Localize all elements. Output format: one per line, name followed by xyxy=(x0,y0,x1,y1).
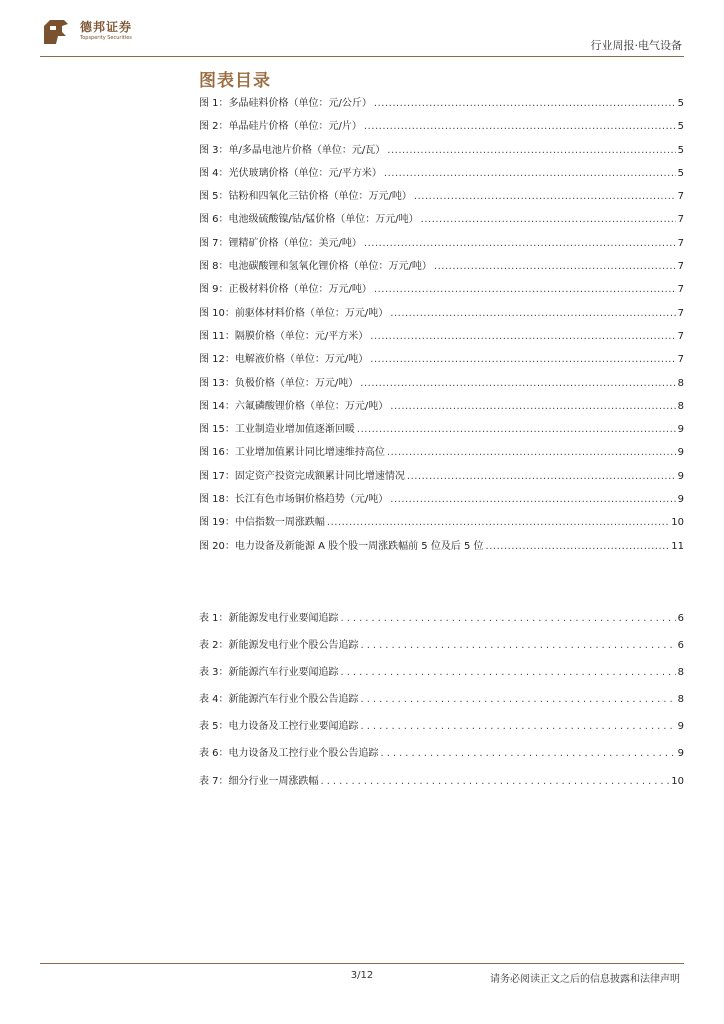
dot-leader xyxy=(384,168,676,179)
figure-label: 图 7：锂精矿价格（单位：美元/吨） xyxy=(199,237,362,249)
table-page: 9 xyxy=(677,748,684,760)
figure-entry-19[interactable] xyxy=(199,513,684,536)
figure-label: 图 17：固定资产投资完成额累计同比增速情况 xyxy=(199,470,405,482)
table-page: 6 xyxy=(677,640,684,652)
figure-label: 图 11：隔膜价格（单位：元/平方米） xyxy=(199,330,369,342)
figure-page: 5 xyxy=(677,144,684,156)
figure-entry-6[interactable] xyxy=(199,210,684,233)
dot-leader xyxy=(341,667,676,678)
figure-label: 图 1：多晶硅料价格（单位：元/公斤） xyxy=(199,98,372,109)
figure-page: 7 xyxy=(677,307,684,319)
figure-label: 图 3：单/多晶电池片价格（单位：元/瓦） xyxy=(199,144,386,156)
figure-page: 7 xyxy=(677,354,684,366)
figure-page: 7 xyxy=(677,330,684,342)
figure-entry-17[interactable] xyxy=(199,467,684,490)
figure-label: 图 20：电力设备及新能源 A 股个股一周涨跌幅前 5 位及后 5 位 xyxy=(199,540,484,552)
dot-leader xyxy=(357,424,676,435)
figure-label: 图 18：长江有色市场铜价格趋势（元/吨） xyxy=(199,494,389,506)
dot-leader xyxy=(387,145,675,156)
table-entry-4[interactable] xyxy=(199,690,684,717)
figure-label: 图 14：六氟磷酸锂价格（单位：万元/吨） xyxy=(199,400,389,412)
figure-page: 7 xyxy=(677,261,684,273)
logo-text-en: Topsperity Securities xyxy=(80,35,132,41)
dot-leader xyxy=(370,331,675,342)
figure-entry-12[interactable] xyxy=(199,350,684,373)
dot-leader xyxy=(361,640,676,651)
dot-leader xyxy=(421,214,676,225)
table-entry-7[interactable] xyxy=(199,772,684,799)
dot-leader xyxy=(374,98,676,109)
dot-leader xyxy=(390,494,675,505)
dot-leader xyxy=(364,121,676,132)
dot-leader xyxy=(370,354,675,365)
table-label: 表 4：新能源汽车行业个股公告追踪 xyxy=(199,694,359,706)
figure-label: 图 6：电池级硫酸镍/钴/锰价格（单位：万元/吨） xyxy=(199,214,419,226)
table-list xyxy=(199,609,684,799)
figure-label: 图 2：单晶硅片价格（单位：元/片） xyxy=(199,121,362,133)
figure-entry-4[interactable] xyxy=(199,164,684,187)
dot-leader xyxy=(327,517,669,528)
table-entry-5[interactable] xyxy=(199,717,684,744)
dot-leader xyxy=(341,613,676,624)
figure-entry-15[interactable] xyxy=(199,420,684,443)
dot-leader xyxy=(381,748,676,759)
figure-entry-8[interactable] xyxy=(199,257,684,280)
table-page: 10 xyxy=(671,775,684,787)
figure-label: 图 15：工业制造业增加值逐渐回暖 xyxy=(199,424,355,436)
table-label: 表 5：电力设备及工控行业要闻追踪 xyxy=(199,721,359,733)
figure-label: 图 8：电池碳酸锂和氢氧化锂价格（单位：万元/吨） xyxy=(199,261,432,273)
table-entry-6[interactable] xyxy=(199,744,684,771)
figure-page: 9 xyxy=(677,447,684,459)
logo-text-cn: 德邦证券 xyxy=(80,20,133,34)
figure-page: 11 xyxy=(671,540,684,552)
dot-leader xyxy=(361,721,676,732)
figure-page: 5 xyxy=(677,121,684,133)
report-type: 行业周报·电气设备 xyxy=(590,39,682,52)
dot-leader xyxy=(374,284,676,295)
figure-entry-7[interactable] xyxy=(199,234,684,257)
table-label: 表 2：新能源发电行业个股公告追踪 xyxy=(199,640,359,652)
figure-list xyxy=(199,94,684,560)
dot-leader xyxy=(390,401,675,412)
table-label: 表 6：电力设备及工控行业个股公告追踪 xyxy=(199,748,379,760)
figure-entry-16[interactable] xyxy=(199,443,684,466)
table-page: 9 xyxy=(677,721,684,733)
figure-entry-10[interactable] xyxy=(199,304,684,327)
figure-page: 7 xyxy=(677,284,684,296)
figure-page: 9 xyxy=(677,494,684,506)
figure-entry-11[interactable] xyxy=(199,327,684,350)
figure-page: 7 xyxy=(677,214,684,226)
figure-entry-9[interactable] xyxy=(199,280,684,303)
dot-leader xyxy=(434,261,676,272)
dot-leader xyxy=(361,694,676,705)
figure-page: 8 xyxy=(677,400,684,412)
figure-label: 图 9：正极材料价格（单位：万元/吨） xyxy=(199,284,372,296)
footer-divider xyxy=(40,963,684,964)
figure-page: 5 xyxy=(677,167,684,179)
brand-logo xyxy=(40,16,150,52)
dot-leader xyxy=(360,378,675,389)
table-entry-2[interactable] xyxy=(199,636,684,663)
figure-label: 图 10：前驱体材料价格（单位：万元/吨） xyxy=(199,307,389,319)
figure-entry-13[interactable] xyxy=(199,374,684,397)
table-label: 表 1：新能源发电行业要闻追踪 xyxy=(199,613,339,624)
figure-label: 图 16：工业增加值累计同比增速维持高位 xyxy=(199,447,385,459)
dot-leader xyxy=(321,776,670,787)
dot-leader xyxy=(387,447,676,458)
table-page: 8 xyxy=(677,694,684,706)
legal-disclaimer: 请务必阅读正文之后的信息披露和法律声明 xyxy=(490,974,680,985)
figure-page: 9 xyxy=(677,424,684,436)
figure-entry-14[interactable] xyxy=(199,397,684,420)
dot-leader xyxy=(364,238,676,249)
figure-page: 7 xyxy=(677,237,684,249)
table-label: 表 7：细分行业一周涨跌幅 xyxy=(199,775,319,787)
logo-mark-icon xyxy=(40,16,72,48)
figure-entry-2[interactable] xyxy=(199,117,684,140)
header-divider xyxy=(40,56,684,57)
dot-leader xyxy=(414,191,676,202)
figure-page: 8 xyxy=(677,377,684,389)
figure-entry-18[interactable] xyxy=(199,490,684,513)
figure-label: 图 12：电解液价格（单位：万元/吨） xyxy=(199,354,369,366)
table-page: 8 xyxy=(677,667,684,679)
figure-label: 图 19：中信指数一周涨跌幅 xyxy=(199,517,325,529)
figure-label: 图 13：负极价格（单位：万元/吨） xyxy=(199,377,359,389)
page-number: 3/12 xyxy=(350,970,374,981)
dot-leader xyxy=(407,471,676,482)
figure-entry-5[interactable] xyxy=(199,187,684,210)
dot-leader xyxy=(390,308,675,319)
table-label: 表 3：新能源汽车行业要闻追踪 xyxy=(199,667,339,679)
figure-entry-1[interactable] xyxy=(199,94,684,117)
figure-label: 图 4：光伏玻璃价格（单位：元/平方米） xyxy=(199,167,382,179)
figure-page: 9 xyxy=(677,470,684,482)
figure-page: 10 xyxy=(671,517,684,529)
toc-title: 图表目录 xyxy=(199,71,271,91)
table-entry-1[interactable] xyxy=(199,609,684,636)
table-entry-3[interactable] xyxy=(199,663,684,690)
figure-page: 5 xyxy=(677,98,684,109)
table-page: 6 xyxy=(677,613,684,624)
figure-entry-20[interactable] xyxy=(199,537,684,560)
figure-label: 图 5：钴粉和四氧化三钴价格（单位：万元/吨） xyxy=(199,191,412,203)
figure-page: 7 xyxy=(677,191,684,203)
dot-leader xyxy=(486,541,670,552)
figure-entry-3[interactable] xyxy=(199,141,684,164)
